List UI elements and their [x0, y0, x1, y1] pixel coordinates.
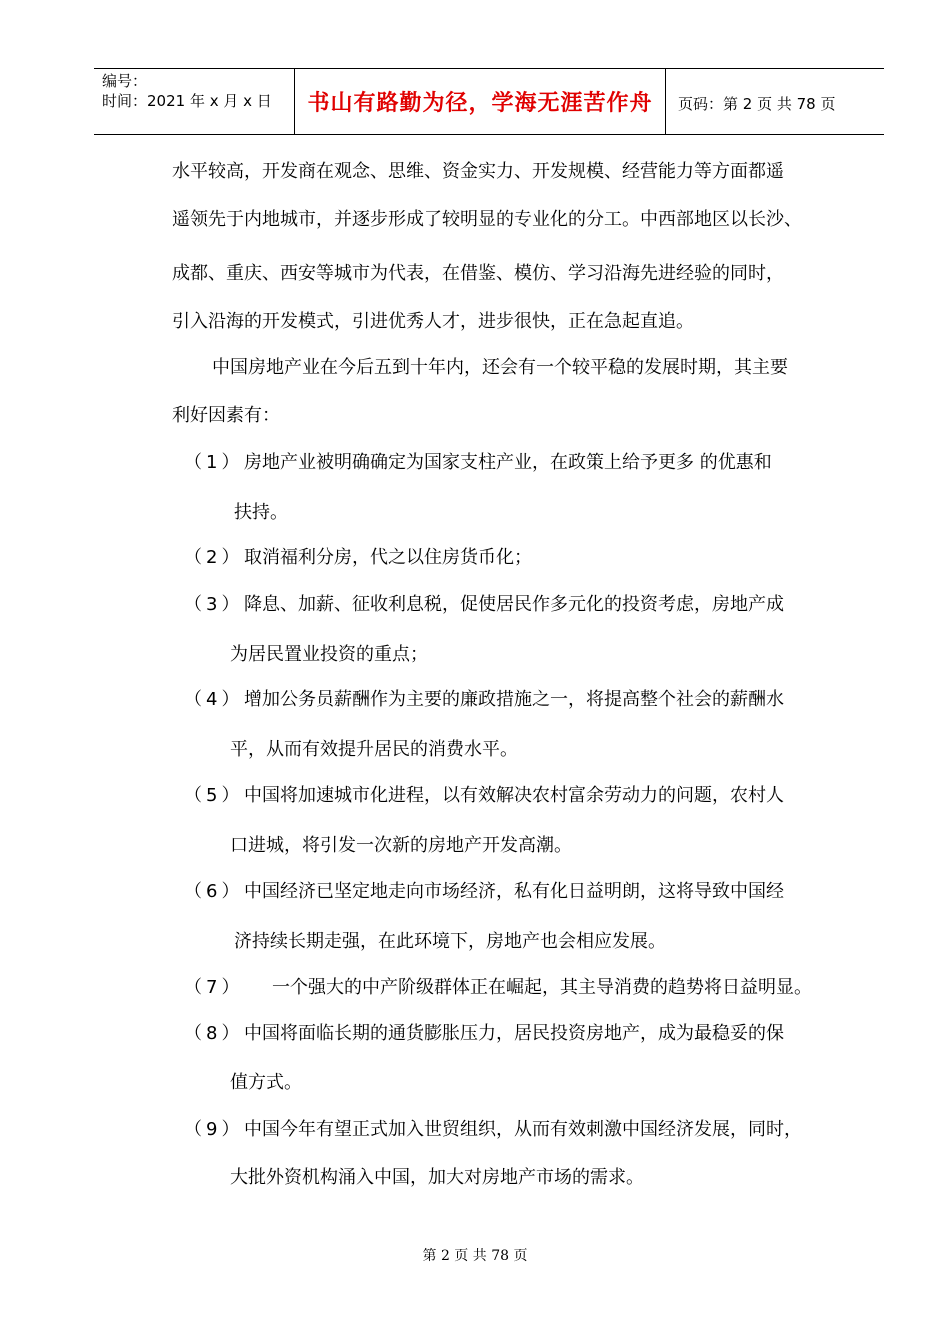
list-item-line: 中国将加速城市化进程，以有效解决农村富余劳动力的问题，农村人	[244, 785, 784, 806]
list-item-number: （8）	[184, 1023, 244, 1044]
list-item-line: 扶持。	[234, 502, 288, 523]
list-item-line: 值方式。	[230, 1072, 302, 1093]
list-item-line: 房地产业被明确确定为国家支柱产业，在政策上给予更多 的优惠和	[244, 452, 772, 473]
list-item-line: 中国将面临长期的通货膨胀压力，居民投资房地产，成为最稳妥的保	[244, 1023, 784, 1044]
list-item-number: （7）	[184, 977, 244, 998]
header-page-label: 页码：第 2 页 共 78 页	[678, 95, 836, 113]
list-item-line: 济持续长期走强，在此环境下，房地产也会相应发展。	[234, 931, 666, 952]
list-item-number: （2）	[184, 547, 244, 568]
list-item-line: 增加公务员薪酬作为主要的廉政措施之一，将提高整个社会的薪酬水	[244, 689, 784, 710]
list-item-line: 大批外资机构涌入中国，加大对房地产市场的需求。	[230, 1167, 644, 1188]
list-item-line: 取消福利分房，代之以住房货币化；	[244, 547, 532, 568]
paragraph-line: 利好因素有：	[172, 405, 280, 426]
list-item-number: （9）	[184, 1119, 244, 1140]
list-item-line: 一个强大的中产阶级群体正在崛起，其主导消费的趋势将日益明显。	[272, 977, 812, 998]
page-footer: 第 2 页 共 78 页	[422, 1248, 528, 1264]
paragraph-line: 引入沿海的开发模式，引进优秀人才，进步很快，正在急起直追。	[172, 311, 694, 332]
list-item-line: 平，从而有效提升居民的消费水平。	[230, 739, 518, 760]
header-time-label: 时间：2021 年 x 月 x 日	[102, 92, 272, 110]
paragraph-line: 中国房地产业在今后五到十年内，还会有一个较平稳的发展时期，其主要	[212, 357, 788, 378]
header-meta	[102, 71, 272, 111]
header-number-label: 编号：	[102, 72, 148, 90]
paragraph-line: 成都、重庆、西安等城市为代表，在借鉴、模仿、学习沿海先进经验的同时，	[172, 263, 784, 284]
list-item-line: 中国今年有望正式加入世贸组织，从而有效刺激中国经济发展，同时，	[244, 1119, 802, 1140]
list-item-number: （3）	[184, 594, 244, 615]
list-item-line: 为居民置业投资的重点；	[230, 644, 428, 665]
list-item-number: （5）	[184, 785, 244, 806]
paragraph-line: 遥领先于内地城市，并逐步形成了较明显的专业化的分工。中西部地区以长沙、	[172, 209, 802, 230]
list-item-number: （4）	[184, 689, 244, 710]
page-header	[94, 68, 884, 135]
list-item-line: 降息、加薪、征收利息税，促使居民作多元化的投资考虑，房地产成	[244, 594, 784, 615]
list-item-line: 口进城，将引发一次新的房地产开发高潮。	[230, 835, 572, 856]
paragraph-line: 水平较高，开发商在观念、思维、资金实力、开发规模、经营能力等方面都遥	[172, 161, 784, 182]
list-item-line: 中国经济已坚定地走向市场经济，私有化日益明朗，这将导致中国经	[244, 881, 784, 902]
list-item-number: （1）	[184, 452, 244, 473]
list-item-number: （6）	[184, 881, 244, 902]
header-motto: 书山有路勤为径，学海无涯苦作舟	[294, 69, 666, 134]
